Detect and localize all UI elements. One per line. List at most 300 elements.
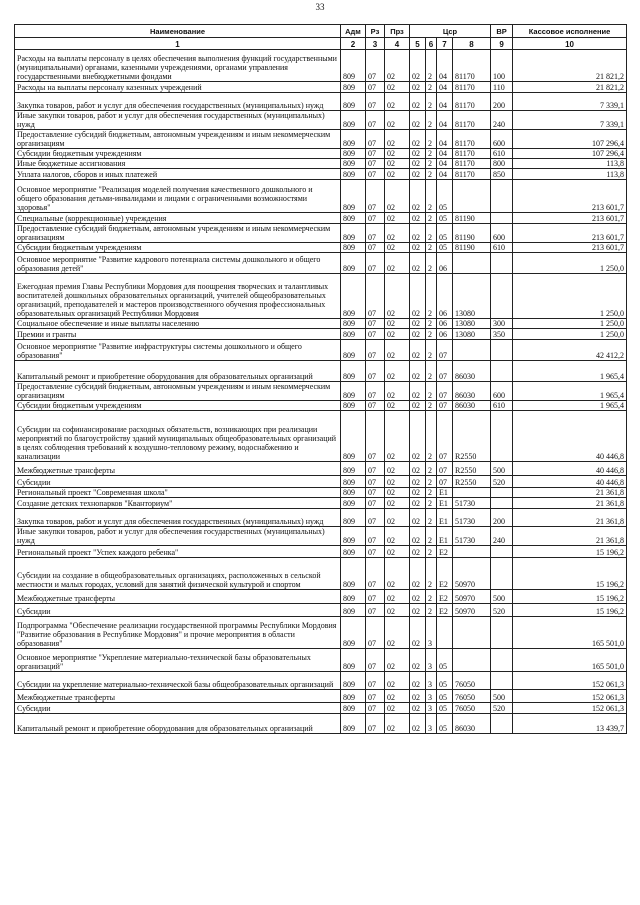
table-row — [15, 411, 627, 462]
table-cell-prz: 02 — [385, 649, 410, 672]
table-cell-csr-event: 07 — [437, 361, 453, 382]
table-row — [15, 159, 627, 169]
table-cell-csr-event: E1 — [437, 509, 453, 527]
table-row — [15, 498, 627, 509]
table-cell-name: Иные бюджетные ассигнования — [15, 159, 341, 169]
table-cell-csr-subprogram: 2 — [426, 546, 437, 558]
table-cell-adm: 809 — [341, 649, 366, 672]
column-number: 9 — [491, 38, 513, 50]
table-cell-prz: 02 — [385, 130, 410, 149]
header-csr: Цср — [410, 25, 491, 38]
table-cell-vr — [491, 274, 513, 319]
column-number-row — [15, 38, 627, 50]
table-cell-csr-event: 04 — [437, 93, 453, 111]
table-cell-csr-event: 07 — [437, 476, 453, 488]
table-row — [15, 462, 627, 476]
table-cell-prz: 02 — [385, 159, 410, 169]
table-cell-csr-event: 06 — [437, 329, 453, 340]
table-cell-rz: 07 — [366, 462, 385, 476]
table-row — [15, 213, 627, 224]
table-cell-adm: 809 — [341, 159, 366, 169]
table-cell-prz: 02 — [385, 253, 410, 274]
table-cell-csr-direction: 86030 — [453, 382, 491, 401]
column-number: 6 — [426, 38, 437, 50]
table-cell-rz: 07 — [366, 590, 385, 604]
table-cell-prz: 02 — [385, 527, 410, 546]
table-cell-amount: 1 250,0 — [513, 253, 627, 274]
table-cell-name: Межбюджетные трансферты — [15, 462, 341, 476]
table-row — [15, 546, 627, 558]
table-cell-amount: 107 296,4 — [513, 130, 627, 149]
table-cell-rz: 07 — [366, 382, 385, 401]
budget-table — [14, 24, 627, 734]
table-cell-csr-program: 02 — [410, 243, 426, 253]
column-number: 4 — [385, 38, 410, 50]
table-cell-vr — [491, 498, 513, 509]
table-cell-name: Предоставление субсидий бюджетным, автономным учреждениям и иным некоммерческим организациям — [15, 224, 341, 243]
table-cell-prz: 02 — [385, 180, 410, 213]
table-cell-prz: 02 — [385, 617, 410, 649]
table-cell-vr: 600 — [491, 130, 513, 149]
table-cell-name: Премии и гранты — [15, 329, 341, 340]
table-cell-rz: 07 — [366, 243, 385, 253]
table-cell-name: Основное мероприятие "Реализация моделей получения качественного дошкольного и общего образования детьми-инвалидами и лицами с ограниченными возможностями здоровья" — [15, 180, 341, 213]
table-cell-rz: 07 — [366, 130, 385, 149]
table-cell-prz: 02 — [385, 703, 410, 714]
table-cell-vr: 520 — [491, 476, 513, 488]
table-cell-vr — [491, 558, 513, 590]
table-cell-adm: 809 — [341, 93, 366, 111]
table-cell-csr-subprogram: 3 — [426, 690, 437, 703]
table-cell-csr-direction: R2550 — [453, 462, 491, 476]
table-cell-prz: 02 — [385, 498, 410, 509]
table-cell-csr-event: 07 — [437, 411, 453, 462]
table-cell-rz: 07 — [366, 93, 385, 111]
table-cell-prz: 02 — [385, 111, 410, 130]
table-cell-adm: 809 — [341, 617, 366, 649]
table-cell-csr-program: 02 — [410, 714, 426, 734]
table-cell-amount: 15 196,2 — [513, 590, 627, 604]
table-cell-amount: 152 061,3 — [513, 672, 627, 690]
table-cell-prz: 02 — [385, 213, 410, 224]
table-cell-name: Создание детских технопарков "Кванториум" — [15, 498, 341, 509]
table-cell-vr: 350 — [491, 329, 513, 340]
table-cell-name: Предоставление субсидий бюджетным, автономным учреждениям и иным некоммерческим организациям — [15, 382, 341, 401]
header-prz: Прз — [385, 25, 410, 38]
table-cell-adm: 809 — [341, 411, 366, 462]
table-cell-csr-event: E2 — [437, 590, 453, 604]
table-row — [15, 224, 627, 243]
table-cell-csr-subprogram: 3 — [426, 617, 437, 649]
table-cell-vr — [491, 340, 513, 361]
table-cell-csr-event: 07 — [437, 382, 453, 401]
table-row — [15, 253, 627, 274]
table-cell-prz: 02 — [385, 340, 410, 361]
table-cell-amount: 165 501,0 — [513, 617, 627, 649]
table-cell-vr: 610 — [491, 401, 513, 411]
table-cell-amount: 7 339,1 — [513, 111, 627, 130]
table-cell-name: Основное мероприятие "Укрепление материально-технической базы образовательных организаций" — [15, 649, 341, 672]
table-row — [15, 361, 627, 382]
table-cell-csr-event: 04 — [437, 169, 453, 180]
table-cell-name: Межбюджетные трансферты — [15, 690, 341, 703]
table-cell-name: Субсидии бюджетным учреждениям — [15, 401, 341, 411]
table-cell-amount: 21 821,2 — [513, 82, 627, 93]
table-cell-rz: 07 — [366, 672, 385, 690]
table-cell-csr-subprogram: 2 — [426, 274, 437, 319]
table-cell-csr-event: 05 — [437, 180, 453, 213]
table-cell-name: Региональный проект "Успех каждого ребенка" — [15, 546, 341, 558]
table-cell-csr-program: 02 — [410, 329, 426, 340]
table-cell-vr: 500 — [491, 590, 513, 604]
table-cell-vr: 200 — [491, 509, 513, 527]
table-cell-name: Субсидии — [15, 604, 341, 617]
table-cell-csr-direction: 81190 — [453, 224, 491, 243]
table-cell-name: Субсидии — [15, 703, 341, 714]
table-cell-csr-subprogram: 2 — [426, 253, 437, 274]
table-cell-prz: 02 — [385, 319, 410, 329]
table-cell-prz: 02 — [385, 329, 410, 340]
table-row — [15, 329, 627, 340]
table-cell-csr-program: 02 — [410, 382, 426, 401]
table-cell-name: Субсидии на софинансирование расходных обязательств, возникающих при реализации мероприятий по благоустройству зданий муниципальных общеобразовательных организаций в целях соблюдения требований к воздушно-тепловому режиму, водоснабжению и канализации — [15, 411, 341, 462]
table-cell-csr-event: 05 — [437, 243, 453, 253]
table-cell-prz: 02 — [385, 509, 410, 527]
table-cell-csr-event: E1 — [437, 498, 453, 509]
table-cell-csr-direction: R2550 — [453, 476, 491, 488]
table-cell-name: Закупка товаров, работ и услуг для обеспечения государственных (муниципальных) нужд — [15, 93, 341, 111]
table-cell-rz: 07 — [366, 617, 385, 649]
table-cell-prz: 02 — [385, 224, 410, 243]
table-cell-vr: 850 — [491, 169, 513, 180]
table-cell-csr-program: 02 — [410, 224, 426, 243]
table-cell-adm: 809 — [341, 382, 366, 401]
table-cell-name: Субсидии бюджетным учреждениям — [15, 149, 341, 159]
table-row — [15, 243, 627, 253]
table-cell-csr-direction: 76050 — [453, 672, 491, 690]
table-cell-name: Специальные (коррекционные) учреждения — [15, 213, 341, 224]
table-cell-csr-subprogram: 2 — [426, 527, 437, 546]
table-cell-csr-subprogram: 2 — [426, 243, 437, 253]
table-cell-adm: 809 — [341, 401, 366, 411]
table-cell-csr-event: 06 — [437, 253, 453, 274]
table-row — [15, 401, 627, 411]
table-cell-rz: 07 — [366, 149, 385, 159]
header-rz: Рз — [366, 25, 385, 38]
table-cell-csr-direction: 86030 — [453, 361, 491, 382]
table-cell-name: Капитальный ремонт и приобретение оборудования для образовательных организаций — [15, 714, 341, 734]
table-cell-amount: 1 965,4 — [513, 361, 627, 382]
table-cell-csr-event — [437, 617, 453, 649]
table-cell-csr-event: 07 — [437, 401, 453, 411]
table-cell-csr-program: 02 — [410, 169, 426, 180]
table-cell-rz: 07 — [366, 213, 385, 224]
header-row — [15, 25, 627, 38]
table-cell-vr: 600 — [491, 382, 513, 401]
table-cell-adm: 809 — [341, 498, 366, 509]
table-cell-csr-event: 04 — [437, 82, 453, 93]
table-cell-csr-subprogram: 3 — [426, 672, 437, 690]
table-cell-vr: 500 — [491, 462, 513, 476]
table-cell-vr: 300 — [491, 319, 513, 329]
table-row — [15, 382, 627, 401]
table-cell-name: Расходы на выплаты персоналу казенных учреждений — [15, 82, 341, 93]
table-cell-csr-event: 05 — [437, 672, 453, 690]
table-cell-amount: 21 361,8 — [513, 488, 627, 498]
table-cell-prz: 02 — [385, 149, 410, 159]
column-number: 3 — [366, 38, 385, 50]
table-cell-csr-subprogram: 2 — [426, 411, 437, 462]
table-cell-prz: 02 — [385, 546, 410, 558]
table-row — [15, 340, 627, 361]
table-row — [15, 590, 627, 604]
table-cell-adm: 809 — [341, 476, 366, 488]
table-cell-amount: 113,8 — [513, 159, 627, 169]
table-cell-csr-program: 02 — [410, 253, 426, 274]
table-cell-csr-program: 02 — [410, 604, 426, 617]
table-cell-adm: 809 — [341, 604, 366, 617]
table-cell-csr-direction: 13080 — [453, 329, 491, 340]
table-cell-adm: 809 — [341, 329, 366, 340]
table-cell-prz: 02 — [385, 243, 410, 253]
table-cell-csr-event: E2 — [437, 546, 453, 558]
table-cell-vr: 240 — [491, 111, 513, 130]
table-cell-adm: 809 — [341, 527, 366, 546]
table-cell-csr-program: 02 — [410, 672, 426, 690]
table-cell-prz: 02 — [385, 274, 410, 319]
table-cell-amount: 152 061,3 — [513, 690, 627, 703]
table-cell-csr-event: 04 — [437, 130, 453, 149]
table-cell-amount: 15 196,2 — [513, 558, 627, 590]
table-cell-name: Ежегодная премия Главы Республики Мордовия для поощрения творческих и талантливых воспитателей дошкольных образовательных организаций, учителей общеобразовательных организаций, преподавателей и мастеров производственного обучения профессиональных образовательных организаций Республики Мордовия — [15, 274, 341, 319]
table-cell-csr-event: 04 — [437, 149, 453, 159]
table-cell-prz: 02 — [385, 411, 410, 462]
table-cell-rz: 07 — [366, 169, 385, 180]
table-cell-csr-event: 05 — [437, 690, 453, 703]
table-cell-csr-event: E1 — [437, 488, 453, 498]
table-cell-prz: 02 — [385, 590, 410, 604]
table-cell-csr-direction: 81170 — [453, 149, 491, 159]
table-cell-vr — [491, 714, 513, 734]
table-cell-csr-subprogram: 2 — [426, 488, 437, 498]
table-cell-rz: 07 — [366, 111, 385, 130]
table-cell-amount: 15 196,2 — [513, 604, 627, 617]
table-row — [15, 649, 627, 672]
table-cell-csr-direction: 13080 — [453, 319, 491, 329]
table-cell-rz: 07 — [366, 498, 385, 509]
table-cell-csr-direction — [453, 180, 491, 213]
table-cell-csr-subprogram: 2 — [426, 319, 437, 329]
table-cell-adm: 809 — [341, 50, 366, 82]
table-cell-name: Субсидии на укрепление материально-технической базы общеобразовательных организаций — [15, 672, 341, 690]
table-cell-amount: 107 296,4 — [513, 149, 627, 159]
table-cell-amount: 21 821,2 — [513, 50, 627, 82]
table-cell-amount: 21 361,8 — [513, 498, 627, 509]
column-number: 1 — [15, 38, 341, 50]
table-cell-prz: 02 — [385, 93, 410, 111]
table-cell-vr — [491, 253, 513, 274]
table-cell-prz: 02 — [385, 690, 410, 703]
table-cell-adm: 809 — [341, 274, 366, 319]
table-cell-rz: 07 — [366, 546, 385, 558]
table-cell-vr: 110 — [491, 82, 513, 93]
table-cell-prz: 02 — [385, 401, 410, 411]
table-cell-name: Капитальный ремонт и приобретение оборудования для образовательных организаций — [15, 361, 341, 382]
table-cell-adm: 809 — [341, 130, 366, 149]
table-cell-csr-direction: 76050 — [453, 703, 491, 714]
table-cell-csr-subprogram: 2 — [426, 476, 437, 488]
table-cell-csr-event: E2 — [437, 604, 453, 617]
table-row — [15, 690, 627, 703]
table-cell-name: Расходы на выплаты персоналу в целях обеспечения выполнения функций государственными (муниципальными) органами, казенными учреждениями, органами управления государственными внебюджетными фондами — [15, 50, 341, 82]
table-cell-csr-subprogram: 2 — [426, 361, 437, 382]
table-cell-csr-direction: 81170 — [453, 50, 491, 82]
table-cell-csr-event: 05 — [437, 224, 453, 243]
table-cell-csr-direction — [453, 340, 491, 361]
table-cell-csr-subprogram: 2 — [426, 169, 437, 180]
table-cell-amount: 13 439,7 — [513, 714, 627, 734]
table-cell-name: Основное мероприятие "Развитие кадрового потенциала системы дошкольного и общего образования детей" — [15, 253, 341, 274]
table-cell-amount: 213 601,7 — [513, 180, 627, 213]
table-row — [15, 111, 627, 130]
table-cell-rz: 07 — [366, 253, 385, 274]
table-cell-csr-direction: 81170 — [453, 93, 491, 111]
table-cell-csr-event: 05 — [437, 213, 453, 224]
table-cell-vr — [491, 180, 513, 213]
table-cell-vr: 600 — [491, 224, 513, 243]
table-cell-vr — [491, 411, 513, 462]
table-cell-csr-program: 02 — [410, 159, 426, 169]
table-cell-rz: 07 — [366, 649, 385, 672]
table-cell-prz: 02 — [385, 714, 410, 734]
table-cell-adm: 809 — [341, 509, 366, 527]
table-cell-csr-program: 02 — [410, 509, 426, 527]
table-cell-vr — [491, 546, 513, 558]
table-cell-amount: 165 501,0 — [513, 649, 627, 672]
table-cell-csr-program: 02 — [410, 93, 426, 111]
table-row — [15, 319, 627, 329]
table-cell-csr-subprogram: 2 — [426, 558, 437, 590]
header-name: Наименование — [15, 25, 341, 38]
table-cell-prz: 02 — [385, 169, 410, 180]
table-cell-csr-direction: 81170 — [453, 169, 491, 180]
table-cell-rz: 07 — [366, 361, 385, 382]
table-cell-vr — [491, 488, 513, 498]
table-body — [15, 50, 627, 734]
table-row — [15, 488, 627, 498]
table-cell-rz: 07 — [366, 604, 385, 617]
table-cell-prz: 02 — [385, 476, 410, 488]
table-cell-csr-direction: 50970 — [453, 590, 491, 604]
table-cell-name: Закупка товаров, работ и услуг для обеспечения государственных (муниципальных) нужд — [15, 509, 341, 527]
table-cell-rz: 07 — [366, 703, 385, 714]
table-cell-prz: 02 — [385, 488, 410, 498]
table-cell-csr-subprogram: 2 — [426, 111, 437, 130]
table-cell-vr — [491, 672, 513, 690]
table-cell-rz: 07 — [366, 50, 385, 82]
table-cell-amount: 213 601,7 — [513, 213, 627, 224]
table-cell-csr-event: 06 — [437, 319, 453, 329]
table-cell-name: Межбюджетные трансферты — [15, 590, 341, 604]
table-cell-rz: 07 — [366, 527, 385, 546]
table-cell-vr: 610 — [491, 243, 513, 253]
table-cell-vr: 100 — [491, 50, 513, 82]
table-cell-csr-subprogram: 2 — [426, 401, 437, 411]
table-cell-adm: 809 — [341, 672, 366, 690]
table-row — [15, 82, 627, 93]
table-cell-adm: 809 — [341, 361, 366, 382]
table-cell-prz: 02 — [385, 462, 410, 476]
table-cell-vr: 500 — [491, 690, 513, 703]
table-cell-name: Социальное обеспечение и иные выплаты населению — [15, 319, 341, 329]
table-cell-adm: 809 — [341, 590, 366, 604]
table-cell-amount: 40 446,8 — [513, 411, 627, 462]
table-cell-prz: 02 — [385, 50, 410, 82]
table-cell-csr-event: 04 — [437, 159, 453, 169]
table-cell-csr-program: 02 — [410, 180, 426, 213]
table-row — [15, 130, 627, 149]
table-cell-amount: 7 339,1 — [513, 93, 627, 111]
table-cell-csr-direction: 86030 — [453, 714, 491, 734]
table-cell-amount: 1 250,0 — [513, 274, 627, 319]
table-cell-csr-direction — [453, 649, 491, 672]
table-cell-adm: 809 — [341, 243, 366, 253]
table-cell-csr-direction: 81170 — [453, 82, 491, 93]
column-number: 2 — [341, 38, 366, 50]
table-cell-csr-program: 02 — [410, 130, 426, 149]
table-cell-adm: 809 — [341, 558, 366, 590]
table-cell-name: Предоставление субсидий бюджетным, автономным учреждениям и иным некоммерческим организациям — [15, 130, 341, 149]
table-cell-csr-direction: 81170 — [453, 111, 491, 130]
table-row — [15, 672, 627, 690]
table-cell-csr-direction: 81170 — [453, 130, 491, 149]
table-cell-csr-program: 02 — [410, 111, 426, 130]
table-cell-csr-direction: 86030 — [453, 401, 491, 411]
table-cell-csr-subprogram: 3 — [426, 703, 437, 714]
column-number: 10 — [513, 38, 627, 50]
table-cell-csr-program: 02 — [410, 82, 426, 93]
table-cell-amount: 40 446,8 — [513, 462, 627, 476]
table-cell-csr-program: 02 — [410, 488, 426, 498]
table-cell-rz: 07 — [366, 690, 385, 703]
table-cell-csr-subprogram: 2 — [426, 340, 437, 361]
table-cell-amount: 15 196,2 — [513, 546, 627, 558]
table-row — [15, 558, 627, 590]
table-cell-csr-direction — [453, 546, 491, 558]
table-cell-vr: 240 — [491, 527, 513, 546]
table-row — [15, 476, 627, 488]
table-cell-csr-program: 02 — [410, 274, 426, 319]
table-cell-rz: 07 — [366, 159, 385, 169]
table-cell-csr-direction: 51730 — [453, 498, 491, 509]
table-cell-rz: 07 — [366, 509, 385, 527]
table-row — [15, 180, 627, 213]
table-cell-csr-subprogram: 3 — [426, 714, 437, 734]
table-cell-csr-direction — [453, 253, 491, 274]
table-cell-csr-direction: 13080 — [453, 274, 491, 319]
table-cell-csr-subprogram: 2 — [426, 180, 437, 213]
table-cell-csr-subprogram: 2 — [426, 462, 437, 476]
table-cell-rz: 07 — [366, 401, 385, 411]
table-cell-csr-program: 02 — [410, 498, 426, 509]
table-cell-amount: 40 446,8 — [513, 476, 627, 488]
table-row — [15, 93, 627, 111]
table-cell-csr-program: 02 — [410, 476, 426, 488]
table-cell-adm: 809 — [341, 546, 366, 558]
table-cell-csr-program: 02 — [410, 411, 426, 462]
table-cell-csr-direction: 81190 — [453, 213, 491, 224]
table-cell-amount: 21 361,8 — [513, 509, 627, 527]
